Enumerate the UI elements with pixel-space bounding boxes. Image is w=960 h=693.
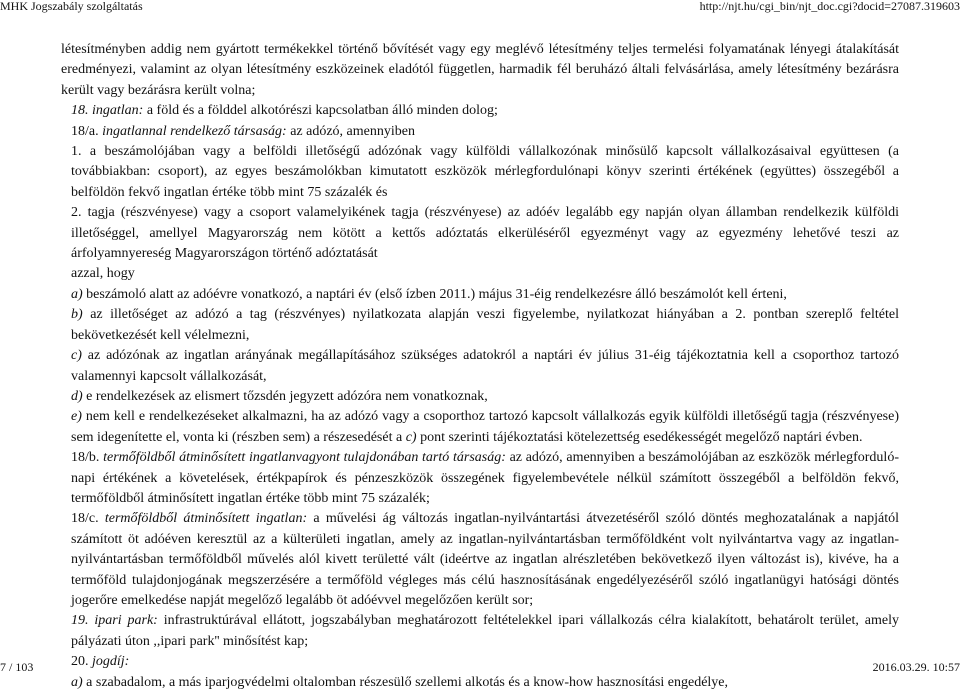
subpoint-b-label: b) bbox=[71, 307, 83, 323]
definition-18b bbox=[61, 448, 899, 509]
definition-20-number: 20. bbox=[71, 654, 92, 670]
subpoint-e-text: nem kell e rendelkezéseket alkalmazni, ha az adózó vagy a csoporthoz tartozó kapcsolt vállalkozás egyik külföldi illetőségű tagja (részvényese) sem idegenítette el, vonta ki (részben sem) a részesedését a bbox=[71, 409, 899, 445]
document-body bbox=[61, 40, 899, 693]
definition-18b-text: az adózó, amennyiben a beszámolójában az eszközök mérlegforduló-napi értékének a követelések, értékpapírok és pénzeszközök összegének figyelembevétele nélkül számított összegéből a belföldön fekvő, termőföldből átminősített ingatlan értéke több mint 75 százalék; bbox=[71, 450, 899, 506]
definition-18a bbox=[61, 122, 899, 142]
page-footer bbox=[0, 661, 960, 674]
subpoint-d bbox=[61, 387, 899, 407]
header-url: http://njt.hu/cgi_bin/njt_doc.cgi?docid=27087.319603 bbox=[699, 0, 960, 13]
definition-20a-label: a) bbox=[71, 674, 83, 690]
page-number: 7 / 103 bbox=[0, 660, 34, 674]
definition-18a-text: az adózó, amennyiben bbox=[286, 123, 415, 139]
subpoint-a-label: a) bbox=[71, 286, 83, 302]
paragraph-continuation: létesítményben addig nem gyártott termékekkel történő bővítését vagy egy meglévő létesítmény teljes termelési folyamatának lényegi átalakítását eredményezi, valamint az olyan létesítmény eszközeinek eladótól független, harmadik fél beruházó általi felvásárlása, amely létesítmény bezárásra került vagy bezárásra került volna; bbox=[61, 42, 899, 98]
subpoint-e-label: e) bbox=[71, 409, 82, 425]
definition-19-label: 19. ipari park: bbox=[71, 613, 158, 629]
definition-18c bbox=[61, 509, 899, 611]
subpoint-e-text2: pont szerinti tájékoztatási kötelezettség esedékességét megelőző naptári évben. bbox=[416, 429, 863, 445]
point-2: 2. tagja (részvényese) vagy a csoport valamelyikének tagja (részvényese) az adóév legalább egy napján olyan államban rendelkezik külföldi illetőséggel, amellyel Magyarország nem kötött a kettős adóztatás elkerüléséről egyezményt vagy az egyezmény lehetővé teszi az árfolyamnyereség Magyarországon történő adóztatását bbox=[71, 205, 899, 262]
header-source: MHK Jogszabály szolgáltatás bbox=[0, 0, 143, 13]
subpoint-c-label: c) bbox=[71, 348, 82, 364]
subpoint-e bbox=[61, 407, 899, 448]
definition-18b-label: termőföldből átminősített ingatlanvagyont tulajdonában tartó társaság: bbox=[103, 450, 506, 466]
subpoint-d-text: e rendelkezések az elismert tőzsdén jegyzett adózóra nem vonatkoznak, bbox=[82, 388, 488, 404]
subpoint-b bbox=[61, 305, 899, 346]
subpoint-c-text: az adózónak az ingatlan arányának megállapításához szükséges adatokról a naptári év július 31-éig tájékoztatnia kell a csoporthoz tartozó valamennyi kapcsolt vállalkozását, bbox=[71, 348, 899, 384]
definition-18b-number: 18/b. bbox=[71, 450, 104, 466]
subpoint-d-label: d) bbox=[71, 388, 83, 404]
subpoint-a-text: beszámoló alatt az adóévre vonatkozó, a naptári év (első ízben 2011.) május 31-éig rendelkezésre álló beszámolót kell érteni, bbox=[82, 286, 787, 302]
azzal-hogy: azzal, hogy bbox=[71, 266, 135, 282]
subpoint-a bbox=[61, 285, 899, 305]
definition-18c-number: 18/c. bbox=[71, 511, 105, 527]
point-1: 1. a beszámolójában vagy a belföldi illetőségű adózónak vagy külföldi vállalkozónak minősülő kapcsolt vállalkozásaival együttesen (a továbbiakban: csoport), az egyes beszámolókban kimutatott eszközök mérlegfordulónapi könyv szerinti értékének (együttes) összegéből a belföldön fekvő ingatlan értéke több mint 75 százalék és bbox=[71, 144, 899, 200]
definition-18-text: a föld és a földdel alkotórészi kapcsolatban álló minden dolog; bbox=[143, 103, 498, 119]
definition-19 bbox=[61, 611, 899, 652]
timestamp: 2016.03.29. 10:57 bbox=[872, 660, 960, 674]
definition-20a bbox=[61, 673, 899, 693]
subpoint-c bbox=[61, 346, 899, 387]
definition-18 bbox=[61, 101, 899, 121]
subpoint-b-text: az illetőséget az adózó a tag (részvényes) nyilatkozata alapján veszi figyelembe, nyilatkozat hiányában a 2. pontban szereplő feltétel bekövetkezését kell vélelmezni, bbox=[71, 307, 899, 343]
definition-18-label: 18. ingatlan: bbox=[71, 103, 144, 119]
definition-20-label: jogdíj: bbox=[92, 654, 130, 670]
subpoint-e-ref-label: c) bbox=[405, 429, 417, 445]
definition-18a-label: ingatlannal rendelkező társaság: bbox=[102, 123, 287, 139]
definition-18c-label: termőföldből átminősített ingatlan: bbox=[104, 511, 308, 527]
definition-18c-text: a művelési ág változás ingatlan-nyilvántartási átvezetéséről szóló döntés meghozatalának a napjától számított öt adóéven keresztül az a külterületi ingatlan, amely az ingatlan-nyilvántartásban termőföldként volt nyilvántartva vagy az ingatlan-nyilvántartásban termőföldből művelés alól kivett területté vált (ideértve az ingatlan alrészletében bekövetkező ilyen változást is), kivéve, ha a termőföld tulajdonjogának megszerzésére a termőföld végleges más célú hasznosításának engedélyezéséről szóló ingatlanügyi hatósági döntés jogerőre emelkedése napját megelőző legalább öt adóévvel megelőzően került sor; bbox=[71, 511, 900, 608]
page-header bbox=[0, 0, 960, 14]
definition-18a-number: 18/a. bbox=[71, 123, 103, 139]
definition-19-text: infrastruktúrával ellátott, jogszabályban meghatározott feltételekkel ipari vállalkozás célra kialakított, behatárolt terület, amely pályázati úton ,,ipari park'' minősítést kap; bbox=[71, 613, 899, 649]
definition-20a-text: a szabadalom, a más iparjogvédelmi oltalomban részesülő szellemi alkotás és a know-how hasznosítási engedélye, bbox=[82, 674, 729, 690]
